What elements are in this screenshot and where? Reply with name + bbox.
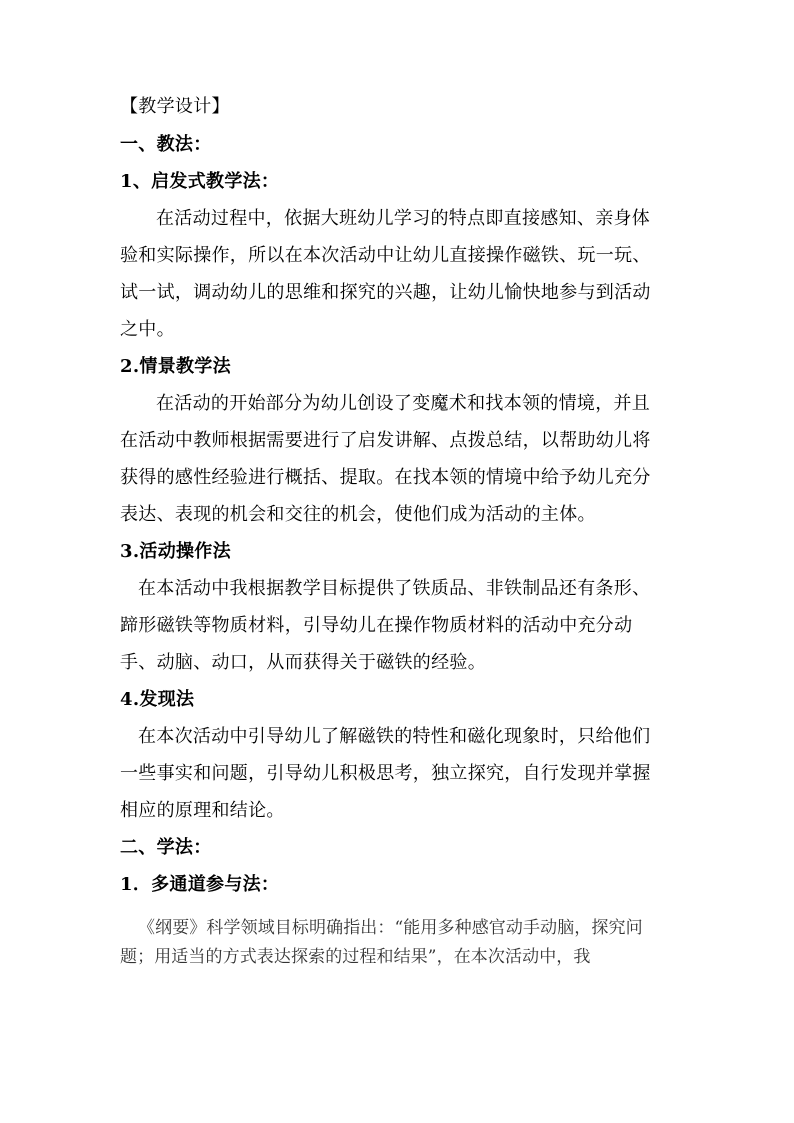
paragraph-line: 《纲要》科学领域目标明确指出：“能用多种感官动手动脑，探究问 xyxy=(138,918,643,938)
paragraph-line: 在活动中教师根据需要进行了启发讲解、点拨总结，以帮助幼儿将 xyxy=(120,430,651,451)
method-heading-multichannel: 1．多通道参与法： xyxy=(120,874,280,895)
paragraph-line: 一些事实和问题，引导幼儿积极思考，独立探究，自行发现并掌握 xyxy=(120,763,651,784)
method-heading-situational: 2.情景教学法 xyxy=(120,356,231,377)
paragraph-line: 相应的原理和结论。 xyxy=(120,800,285,821)
document-title: 【教学设计】 xyxy=(120,96,230,117)
method-heading-activity-operation: 3.活动操作法 xyxy=(120,541,231,562)
paragraph-line: 在活动过程中，依据大班幼儿学习的特点即直接感知、亲身体 xyxy=(156,208,651,229)
paragraph-line: 手、动脑、动口，从而获得关于磁铁的经验。 xyxy=(120,652,486,673)
paragraph-line: 题；用适当的方式表达探索的过程和结果”，在本次活动中，我 xyxy=(120,947,591,967)
paragraph-line: 表达、表现的机会和交往的机会，使他们成为活动的主体。 xyxy=(120,504,596,525)
paragraph-line: 获得的感性经验进行概括、提取。在找本领的情境中给予幼儿充分 xyxy=(120,467,651,488)
section-heading-learning-methods: 二、学法： xyxy=(120,837,212,858)
paragraph-line: 蹄形磁铁等物质材料，引导幼儿在操作物质材料的活动中充分动 xyxy=(120,615,633,636)
section-heading-teaching-methods: 一、教法： xyxy=(120,134,212,155)
paragraph-line: 试一试，调动幼儿的思维和探究的兴趣，让幼儿愉快地参与到活动 xyxy=(120,282,651,303)
method-heading-heuristic: 1、启发式教学法： xyxy=(120,171,280,192)
paragraph-line: 在本活动中我根据教学目标提供了铁质品、非铁制品还有条形、 xyxy=(138,578,651,599)
paragraph-line: 在本次活动中引导幼儿了解磁铁的特性和磁化现象时，只给他们 xyxy=(138,726,651,747)
paragraph-line: 之中。 xyxy=(120,319,175,340)
paragraph-line: 在活动的开始部分为幼儿创设了变魔术和找本领的情境，并且 xyxy=(156,393,651,414)
paragraph-line: 验和实际操作，所以在本次活动中让幼儿直接操作磁铁、玩一玩、 xyxy=(120,245,651,266)
method-heading-discovery: 4.发现法 xyxy=(120,689,195,710)
